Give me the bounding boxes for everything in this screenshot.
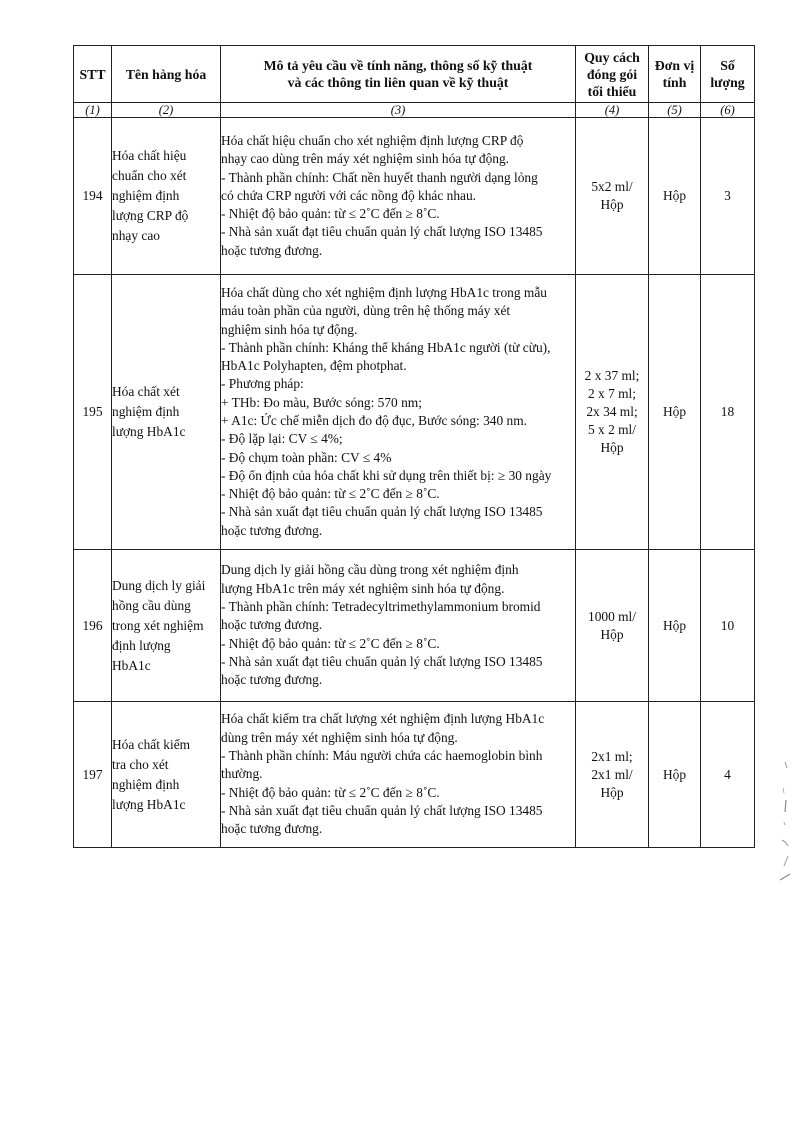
text-line: 1000 ml/	[588, 608, 636, 624]
text-line: Dung dịch ly giải hồng cầu dùng trong xét nghiệm định	[221, 562, 519, 578]
text-line: Đơn vị	[654, 58, 695, 73]
item-unit: Hộp	[649, 118, 701, 275]
text-line: - Nhà sản xuất đạt tiêu chuẩn quản lý chất lượng ISO 13485	[221, 504, 543, 520]
item-quantity: 3	[701, 118, 755, 275]
text-line: - Nhà sản xuất đạt tiêu chuẩn quản lý chất lượng ISO 13485	[221, 224, 543, 240]
table-row	[74, 275, 755, 550]
text-line: Hộp	[600, 197, 624, 212]
text-line: tra cho xét	[112, 756, 169, 772]
text-line: - Nhà sản xuất đạt tiêu chuẩn quản lý chất lượng ISO 13485	[221, 802, 543, 818]
text-line: + THb: Đo màu, Bước sóng: 570 nm;	[221, 394, 422, 410]
header-description	[221, 46, 576, 103]
text-line: Quy cách	[584, 49, 640, 65]
item-description	[221, 118, 576, 275]
text-line: hồng cầu dùng	[112, 597, 191, 613]
column-index: (2)	[112, 103, 221, 118]
text-line: tối thiểu	[587, 83, 637, 99]
text-line: tính	[662, 75, 687, 90]
text-line: - Độ ổn định của hóa chất khi sử dụng trên thiết bị: ≥ 30 ngày	[221, 467, 552, 483]
item-name	[112, 702, 221, 848]
table-row	[74, 702, 755, 848]
text-line: Số	[720, 58, 735, 73]
text-line: định lượng	[112, 637, 171, 653]
column-index: (4)	[576, 103, 649, 118]
text-line: nghiệm định	[112, 188, 180, 203]
text-line: - Nhiệt độ bảo quản: từ ≤ 2˚C đến ≥ 8˚C.	[221, 206, 440, 222]
scan-mark	[784, 856, 788, 866]
column-index: (5)	[649, 103, 701, 118]
row-number: 194	[74, 118, 112, 275]
text-line: nhạy cao dùng trên máy xét nghiệm sinh hóa tự động.	[221, 151, 510, 167]
text-line: + A1c: Ức chế miễn dịch đo độ đục, Bước sóng: 340 nm.	[221, 413, 527, 428]
row-number: 195	[74, 275, 112, 550]
text-line: đóng gói	[586, 66, 638, 82]
text-line: - Nhà sản xuất đạt tiêu chuẩn quản lý chất lượng ISO 13485	[221, 653, 543, 669]
text-line: nghiệm sinh hóa tự động.	[221, 321, 358, 337]
text-line: lượng HbA1c	[112, 796, 186, 812]
text-line: - Thành phần chính: Chất nền huyết thanh người dạng lỏng	[221, 169, 538, 185]
item-description	[221, 702, 576, 848]
text-line: nhạy cao	[112, 228, 160, 243]
header-name: Tên hàng hóa	[112, 46, 221, 103]
text-line: máu toàn phần của người, dùng trên hệ thống máy xét	[221, 303, 511, 319]
text-line: hoặc tương đương.	[221, 821, 323, 837]
column-index-row	[74, 103, 755, 118]
text-line: và các thông tin liên quan về kỹ thuật	[287, 75, 509, 90]
item-unit: Hộp	[649, 275, 701, 550]
item-unit: Hộp	[649, 702, 701, 848]
text-line: Hóa chất hiệu	[112, 148, 187, 163]
text-line: 5 x 2 ml/	[588, 422, 636, 437]
header-unit	[649, 46, 701, 103]
text-line: có chứa CRP người với các nồng độ khác nhau.	[221, 187, 477, 203]
item-quantity: 4	[701, 702, 755, 848]
scan-mark	[784, 822, 785, 825]
text-line: HbA1c	[112, 657, 151, 673]
text-line: Mô tả yêu cầu về tính năng, thông số kỹ thuật	[263, 58, 533, 73]
text-line: hoặc tương đương.	[221, 522, 323, 538]
text-line: - Nhiệt độ bảo quản: từ ≤ 2˚C đến ≥ 8˚C.	[221, 784, 440, 800]
item-packaging	[576, 275, 649, 550]
text-line: hoặc tương đương.	[221, 672, 323, 688]
specification-table	[73, 45, 755, 848]
text-line: nghiệm định	[112, 404, 180, 419]
scan-edge-marks	[776, 760, 794, 890]
text-line: Hóa chất kiểm	[112, 736, 191, 752]
text-line: Hóa chất xét	[112, 384, 180, 399]
header-row	[74, 46, 755, 103]
text-line: lượng HbA1c	[112, 424, 186, 439]
text-line: 5x2 ml/	[591, 179, 633, 194]
text-line: thường.	[221, 766, 263, 782]
text-line: - Nhiệt độ bảo quản: từ ≤ 2˚C đến ≥ 8˚C.	[221, 635, 440, 651]
item-name	[112, 275, 221, 550]
item-unit: Hộp	[649, 550, 701, 702]
text-line: 2 x 37 ml;	[584, 368, 640, 383]
row-number: 197	[74, 702, 112, 848]
text-line: Hộp	[600, 784, 624, 800]
item-packaging	[576, 550, 649, 702]
text-line: - Thành phần chính: Tetradecyltrimethylammonium bromid	[221, 599, 541, 615]
row-number: 196	[74, 550, 112, 702]
text-line: - Thành phần chính: Kháng thể kháng HbA1c người (từ cừu),	[221, 339, 551, 355]
header-stt: STT	[74, 46, 112, 103]
item-name	[112, 550, 221, 702]
scan-mark	[785, 762, 787, 768]
text-line: 2x1 ml;	[591, 748, 633, 764]
item-quantity: 18	[701, 275, 755, 550]
text-line: Hóa chất dùng cho xét nghiệm định lượng HbA1c trong mẫu	[221, 284, 547, 300]
item-packaging	[576, 702, 649, 848]
item-name	[112, 118, 221, 275]
text-line: - Độ chụm toàn phần: CV ≤ 4%	[221, 449, 392, 465]
text-line: Hóa chất hiệu chuẩn cho xét nghiệm định lượng CRP độ	[221, 132, 524, 148]
text-line: hoặc tương đương.	[221, 617, 323, 633]
column-index: (1)	[74, 103, 112, 118]
text-line: trong xét nghiệm	[112, 617, 204, 633]
column-index: (6)	[701, 103, 755, 118]
text-line: Dung dịch ly giải	[112, 577, 206, 593]
item-description	[221, 550, 576, 702]
table-row	[74, 118, 755, 275]
item-packaging	[576, 118, 649, 275]
text-line: dùng trên máy xét nghiệm sinh hóa tự động.	[221, 729, 458, 745]
text-line: HbA1c Polyhapten, đệm photphat.	[221, 358, 407, 374]
text-line: nghiệm định	[112, 776, 180, 792]
text-line: lượng CRP độ	[112, 208, 189, 223]
scan-mark	[785, 800, 786, 812]
scan-mark	[782, 840, 788, 846]
text-line: 2 x 7 ml;	[588, 386, 636, 401]
table-row	[74, 550, 755, 702]
item-description	[221, 275, 576, 550]
text-line: 2x 34 ml;	[586, 404, 638, 419]
text-line: 2x1 ml/	[591, 766, 633, 782]
text-line: Hộp	[600, 440, 624, 455]
scan-mark	[780, 874, 790, 880]
scan-mark	[783, 788, 784, 793]
text-line: - Độ lặp lại: CV ≤ 4%;	[221, 431, 343, 447]
header-quantity	[701, 46, 755, 103]
text-line: hoặc tương đương.	[221, 242, 323, 258]
text-line: chuẩn cho xét	[112, 168, 187, 183]
header-packaging	[576, 46, 649, 103]
text-line: - Thành phần chính: Máu người chứa các haemoglobin bình	[221, 748, 543, 764]
text-line: lượng HbA1c trên máy xét nghiệm sinh hóa tự động.	[221, 580, 505, 596]
item-quantity: 10	[701, 550, 755, 702]
text-line: - Nhiệt độ bảo quản: từ ≤ 2˚C đến ≥ 8˚C.	[221, 486, 440, 502]
text-line: lượng	[710, 75, 745, 90]
text-line: - Phương pháp:	[221, 376, 304, 392]
text-line: Hóa chất kiểm tra chất lượng xét nghiệm định lượng HbA1c	[221, 711, 545, 727]
column-index: (3)	[221, 103, 576, 118]
text-line: Hộp	[600, 626, 624, 642]
